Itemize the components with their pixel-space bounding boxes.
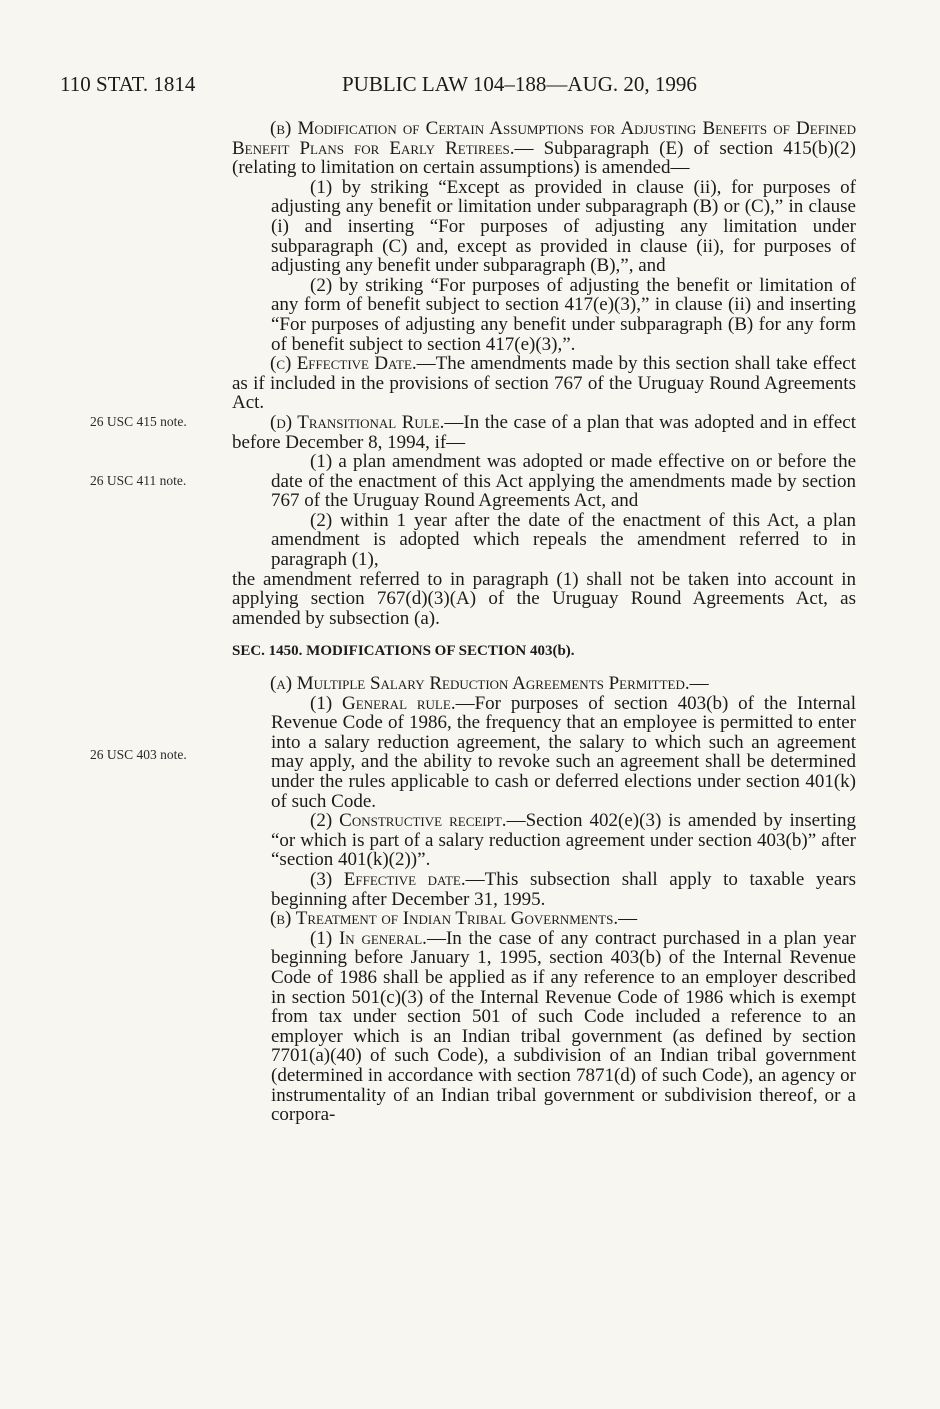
paragraph-bt1 [271, 929, 856, 1125]
public-law-title: PUBLIC LAW 104–188—AUG. 20, 1996 [342, 72, 697, 96]
subsection-heading: (a) Multiple Salary Reduction Agreements Permitted.— [270, 673, 709, 695]
paragraph-text: —The amendments made by this section shall take effect as if included in the provisions of section 767 of the Uruguay Round Agreements Act. [232, 353, 856, 414]
margin-note-415: 26 USC 415 note. [90, 414, 187, 429]
section-heading: SEC. 1450. MODIFICATIONS OF SECTION 403(b). [232, 643, 575, 660]
paragraph-heading: (1) In general. [310, 927, 427, 949]
page-header [60, 72, 860, 102]
paragraph-text: —Section 402(e)(3) is amended by inserting “or which is part of a salary reduction agreement under section 403(b)” after “section 401(k)(2))”. [271, 810, 856, 871]
paragraph-d2: (2) within 1 year after the date of the enactment of this Act, a plan amendment is adopted which repeals the amendment referred to in paragraph (1), [271, 509, 856, 571]
body-text [232, 119, 856, 1125]
paragraph-a2 [271, 811, 856, 870]
margin-note-411: 26 USC 411 note. [90, 473, 187, 488]
paragraph-heading: (3) Effective date. [310, 868, 466, 890]
paragraph-b1: (1) by striking “Except as provided in clause (ii), for purposes of adjusting any benefit or limitation under subparagraph (B) or (C),” in clause (i) and inserting “For purposes of adjusting any limitation under subparagraph (C) and, except as provided in clause (ii), for purposes of adjusting any benefit under subparagraph (B),”, and [271, 176, 856, 277]
paragraph-heading: (1) General rule. [310, 692, 456, 714]
subsection-heading: (b) Modification of Certain Assumptions for Adjusting Benefits of Defined Benefit Plans for Early Retirees.— [232, 118, 856, 159]
subsection-heading: (d) Transitional Rule. [270, 411, 445, 433]
paragraph-text: —In the case of any contract purchased in a plan year beginning before January 1, 1995, section 403(b) of the Internal Revenue Code of 1986 shall be applied as if any reference to an employer described in section 501(c)(3) of the Internal Revenue Code of 1986 which is exempt from tax under section 501 of such Code included a reference to an employer which is an Indian tribal government (as defined by section 7701(a)(40) of such Code), a subdivision of an Indian tribal government (determined in accordance with section 7871(d) of such Code), an agency or instrumentality of an Indian tribal government or subdivision thereof, or a corpora- [271, 927, 856, 1126]
stat-page-number: 110 STAT. 1814 [60, 72, 196, 96]
paragraph-text: Subparagraph (E) of section 415(b)(2) (relating to limitation on certain assumptions) is amended— [232, 137, 857, 179]
subsection-d-transitional-rule [232, 413, 856, 452]
paragraph-text: —In the case of a plan that was adopted and in effect before December 8, 1994, if— [232, 411, 856, 453]
paragraph-text: —This subsection shall apply to taxable years beginning after December 31, 1995. [271, 868, 856, 910]
subsection-a-heading [232, 674, 856, 694]
paragraph-heading: (2) Constructive receipt. [310, 810, 507, 832]
paragraph-d-tail: the amendment referred to in paragraph (1) shall not be taken into account in applying section 767(d)(3)(A) of the Uruguay Round Agreements Act, as amended by subsection (a). [232, 568, 856, 629]
paragraph-d1: (1) a plan amendment was adopted or made effective on or before the date of the enactment of this Act applying the amendments made by section 767 of the Uruguay Round Agreements Act, and [271, 451, 856, 512]
paragraph-b2: (2) by striking “For purposes of adjusting the benefit or limitation of any form of benefit subject to section 417(e)(3),” in clause (ii) and inserting “For purposes of adjusting any benefit under subparagraph (B) for any form of benefit subject to section 417(e)(3),”. [271, 274, 856, 355]
margin-note-403: 26 USC 403 note. [90, 747, 187, 762]
subsection-heading: (b) Treatment of Indian Tribal Governments.— [270, 908, 638, 930]
subsection-b-tribal-heading [232, 909, 856, 929]
paragraph-text: —For purposes of section 403(b) of the Internal Revenue Code of 1986, the frequency that an employee is permitted to enter into a salary reduction agreement, the salary to which such an agreement may apply, and the ability to revoke such an agreement shall be determined under the rules applicable to cash or deferred elections under section 401(k) of such Code. [271, 692, 857, 812]
paragraph-a1 [271, 694, 856, 812]
subsection-c-effective-date [232, 354, 856, 413]
subsection-heading: (c) Effective Date. [270, 353, 417, 375]
subsection-b-modification [232, 119, 856, 178]
paragraph-a3 [271, 870, 856, 909]
